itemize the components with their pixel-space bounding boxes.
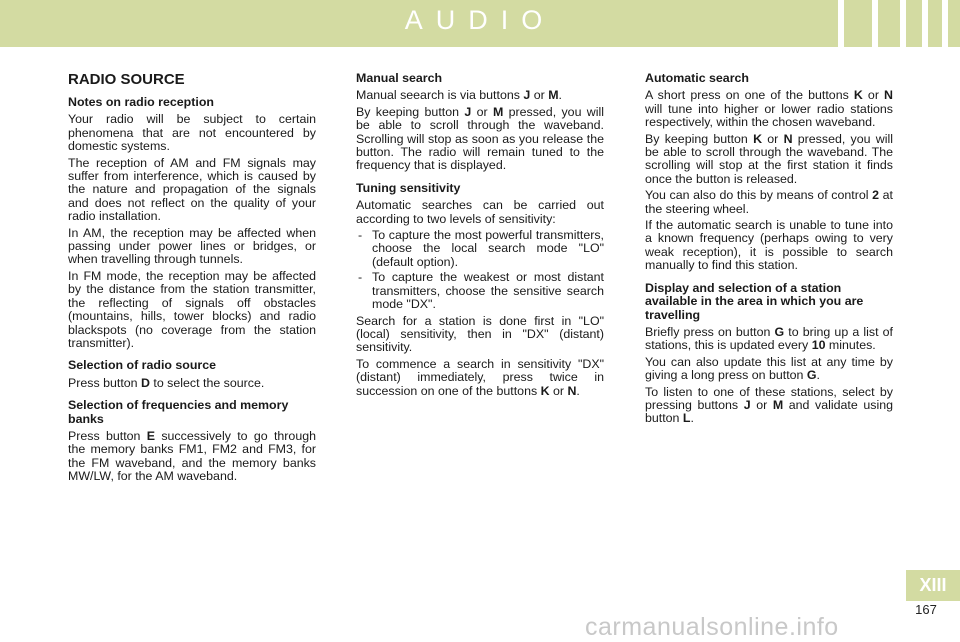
paragraph: Briefly press on button G to bring up a list of stations, this is updated every 10 minutes. <box>645 324 893 353</box>
paragraph: In FM mode, the reception may be affected by the distance from the station transmitter, the reflecting of signals off obstacles (mountains, hills, tower blocks) and radio blackspots (no coverage from the station transmitter). <box>68 268 316 350</box>
subheading: Notes on radio reception <box>68 95 214 109</box>
button-key: E <box>146 428 156 443</box>
paragraph: Your radio will be subject to certain phenomena that are not encountered by domestic systems. <box>68 112 316 154</box>
section-automatic-search <box>645 72 893 273</box>
sensitivity-list <box>356 229 604 311</box>
list-item: - To capture the weakest or most distant transmitters, choose the sensitive search mode "DX". <box>356 271 604 311</box>
column-2 <box>356 72 604 407</box>
list-item: - To capture the most powerful transmitters, choose the local search mode "LO" (default option). <box>356 229 604 269</box>
subheading: Tuning sensitivity <box>356 180 461 195</box>
paragraph: You can also do this by means of control 2 at the steering wheel. <box>645 188 893 216</box>
subheading: Display and selection of a station available in the area in which you are travelling <box>645 280 864 322</box>
paragraph: The reception of AM and FM signals may suffer from interference, which is caused by the nature and propagation of the signals and does not reflect on the quality of your radio installation. <box>68 155 316 224</box>
chapter-tab: XIII <box>906 570 960 601</box>
paragraph: Press button E successively to go through the memory banks FM1, FM2 and FM3, for the FM waveband, and the memory banks MW/LW, for the AM waveband. <box>68 428 316 484</box>
subheading: Automatic search <box>645 71 749 85</box>
paragraph: Press button D to select the source. <box>68 375 265 390</box>
header-stripe <box>922 0 928 47</box>
page-number: 167 <box>915 602 937 617</box>
section-memory-banks <box>68 399 316 483</box>
paragraph: You can also update this list at any time by giving a long press on button G. <box>645 354 893 383</box>
paragraph: Automatic searches can be carried out according to two levels of sensitivity: <box>356 198 604 226</box>
section-manual-search <box>356 72 604 173</box>
paragraph: If the automatic search is unable to tune into a known frequency (perhaps owing to very weak reception), it is possible to search manually to find this station. <box>645 218 893 273</box>
paragraph: By keeping button J or M pressed, you will be able to scroll through the waveband. Scrolling will stop as soon as you release the button. The radio will remain tuned to the frequency that is displayed. <box>356 104 605 173</box>
subheading: Manual search <box>356 71 443 85</box>
subheading: Selection of frequencies and memory banks <box>68 398 289 426</box>
section-radio-reception <box>68 96 316 350</box>
button-key: D <box>141 375 150 390</box>
page-header <box>0 0 960 47</box>
paragraph: A short press on one of the buttons K or N will tune into higher or lower radio stations respectively, within the chosen waveband. <box>645 88 893 130</box>
section-heading: RADIO SOURCE <box>68 71 185 88</box>
section-radio-source <box>68 359 316 390</box>
paragraph: Search for a station is done first in "LO" (local) sensitivity, then in "DX" (distant) sensitivity. <box>356 313 604 355</box>
header-stripe <box>942 0 948 47</box>
paragraph: In AM, the reception may be affected when passing under power lines or bridges, or when travelling through tunnels. <box>68 225 316 267</box>
subheading: Selection of radio source <box>68 358 217 373</box>
header-stripe <box>900 0 906 47</box>
paragraph: To listen to one of these stations, select by pressing buttons J or M and validate using button L. <box>645 384 893 426</box>
paragraph: To commence a search in sensitivity "DX" (distant) immediately, press twice in succession on one of the buttons K or N. <box>356 356 604 398</box>
paragraph: By keeping button K or N pressed, you will be able to scroll through the waveband. The scrolling will stop at the first station it finds once the button is released. <box>645 131 893 186</box>
header-stripe <box>872 0 878 47</box>
header-stripe <box>838 0 844 47</box>
watermark: carmanualsonline.info <box>585 613 839 641</box>
column-3 <box>645 72 893 435</box>
section-tuning-sensitivity <box>356 182 604 398</box>
page-title: AUDIO <box>404 5 556 35</box>
column-1 <box>68 72 316 493</box>
paragraph: Manual seearch is via buttons J or M. <box>356 88 562 103</box>
section-station-list <box>645 282 893 426</box>
